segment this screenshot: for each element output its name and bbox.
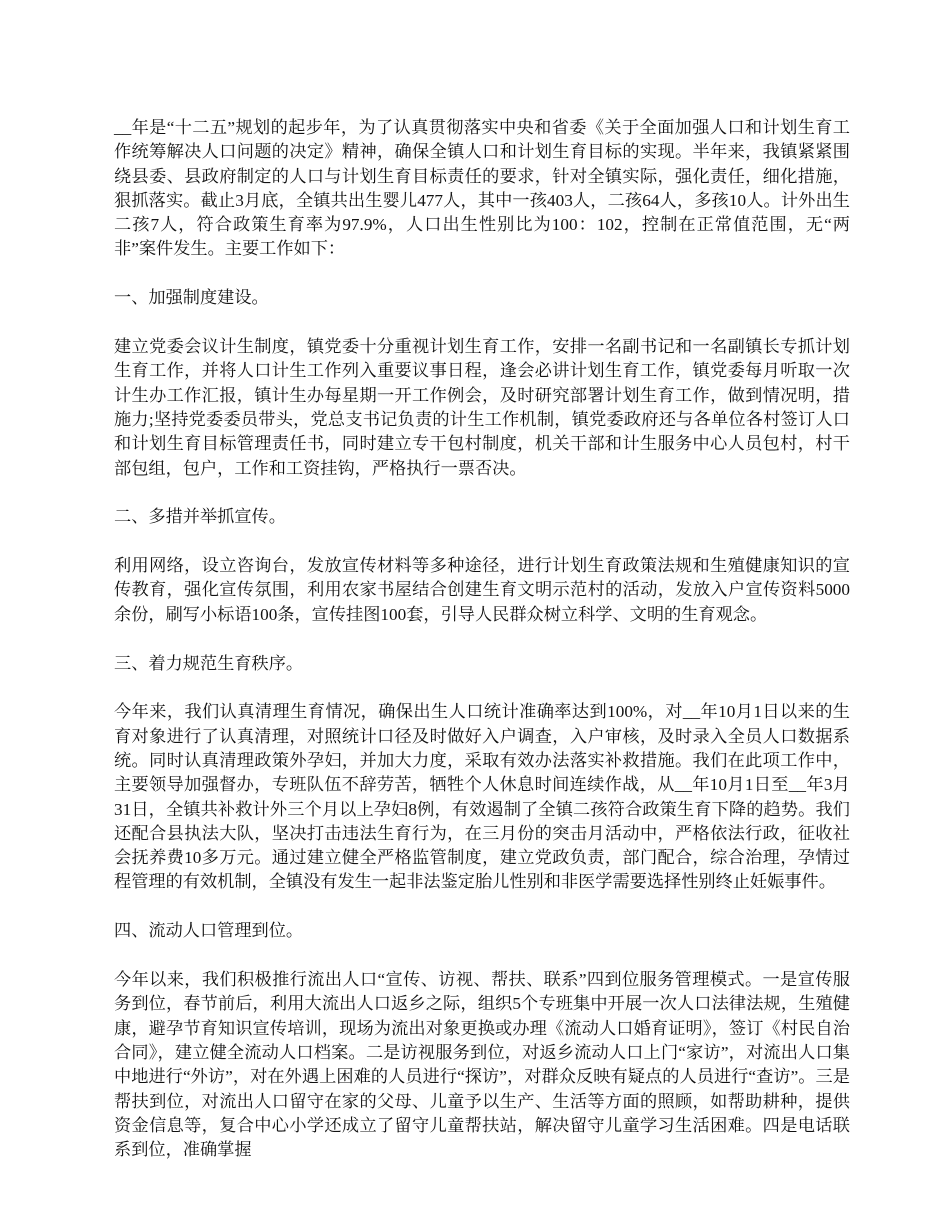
section-heading-1: 一、加强制度建设。 [114, 288, 269, 308]
section-heading-2: 二、多措并举抓宣传。 [114, 507, 286, 527]
section-heading-3: 三、着力规范生育秩序。 [114, 653, 304, 673]
document-page [114, 116, 850, 1187]
section-1-paragraph: 建立党委会议计生制度，镇党委十分重视计划生育工作，安排一名副书记和一名副镇长专抓计划生育工作，并将人口计生工作列入重要议事日程，逢会必讲计划生育工作，镇党委每月听取一次计生办工作汇报，镇计生办每星期一开工作例会，及时研究部署计划生育工作，做到情况明，措施力;坚持党委委员带头，党总支书记负责的计生工作机制，镇党委政府还与各单位各村签订人口和计划生育目标管理责任书，同时建立专干包村制度，机关干部和计生服务中心人员包村，村干部包组，包户，工作和工资挂钩，严格执行一票否决。 [114, 337, 850, 478]
section-heading-4: 四、流动人口管理到位。 [114, 921, 304, 941]
section-3-paragraph: 今年来，我们认真清理生育情况，确保出生人口统计准确率达到100%，对__年10月1日以来的生育对象进行了认真清理，对照统计口径及时做好入户调查，入户审核，及时录入全员人口数据系统。同时认真清理政策外孕妇，并加大力度，采取有效办法落实补救措施。我们在此项工作中，主要领导加强督办，专班队伍不辞劳苦，牺牲个人休息时间连续作战，从__年10月1日至__年3月31日，全镇共补救计外三个月以上孕妇8例，有效遏制了全镇二孩符合政策生育下降的趋势。我们还配合县执法大队，坚决打击违法生育行为，在三月份的突击月活动中，严格依法行政，征收社会抚养费10多万元。通过建立健全严格监管制度，建立党政负责，部门配合，综合治理，孕情过程管理的有效机制，全镇没有发生一起非法鉴定胎儿性别和非医学需要选择性别终止妊娠事件。 [114, 702, 850, 892]
section-2-paragraph: 利用网络，设立咨询台，发放宣传材料等多种途径，进行计划生育政策法规和生殖健康知识的宣传教育，强化宣传氛围，利用农家书屋结合创建生育文明示范村的活动，发放入户宣传资料5000余份，刷写小标语100条，宣传挂图100套，引导人民群众树立科学、文明的生育观念。 [114, 556, 850, 624]
intro-paragraph: __年是“十二五”规划的起步年，为了认真贯彻落实中央和省委《关于全面加强人口和计划生育工作统筹解决人口问题的决定》精神，确保全镇人口和计划生育目标的实现。半年来，我镇紧紧围绕县委、县政府制定的人口与计划生育目标责任的要求，针对全镇实际，强化责任，细化措施，狠抓落实。截止3月底，全镇共出生婴儿477人，其中一孩403人，二孩64人，多孩10人。计外出生二孩7人，符合政策生育率为97.9%，人口出生性别比为100：102，控制在正常值范围，无“两非”案件发生。主要工作如下： [114, 118, 850, 259]
section-4-paragraph: 今年以来，我们积极推行流出人口“宣传、访视、帮扶、联系”四到位服务管理模式。一是宣传服务到位，春节前后，利用大流出人口返乡之际，组织5个专班集中开展一次人口法律法规，生殖健康，避孕节育知识宣传培训，现场为流出对象更换或办理《流动人口婚育证明》，签订《村民自治合同》，建立健全流动人口档案。二是访视服务到位，对返乡流动人口上门“家访”，对流出人口集中地进行“外访”，对在外遇上困难的人员进行“探访”，对群众反映有疑点的人员进行“查访”。三是帮扶到位，对流出人口留守在家的父母、儿童予以生产、生活等方面的照顾，如帮助耕种，提供资金信息等，复合中心小学还成立了留守儿童帮扶站，解决留守儿童学习生活困难。四是电话联系到位，准确掌握 [114, 970, 850, 1160]
